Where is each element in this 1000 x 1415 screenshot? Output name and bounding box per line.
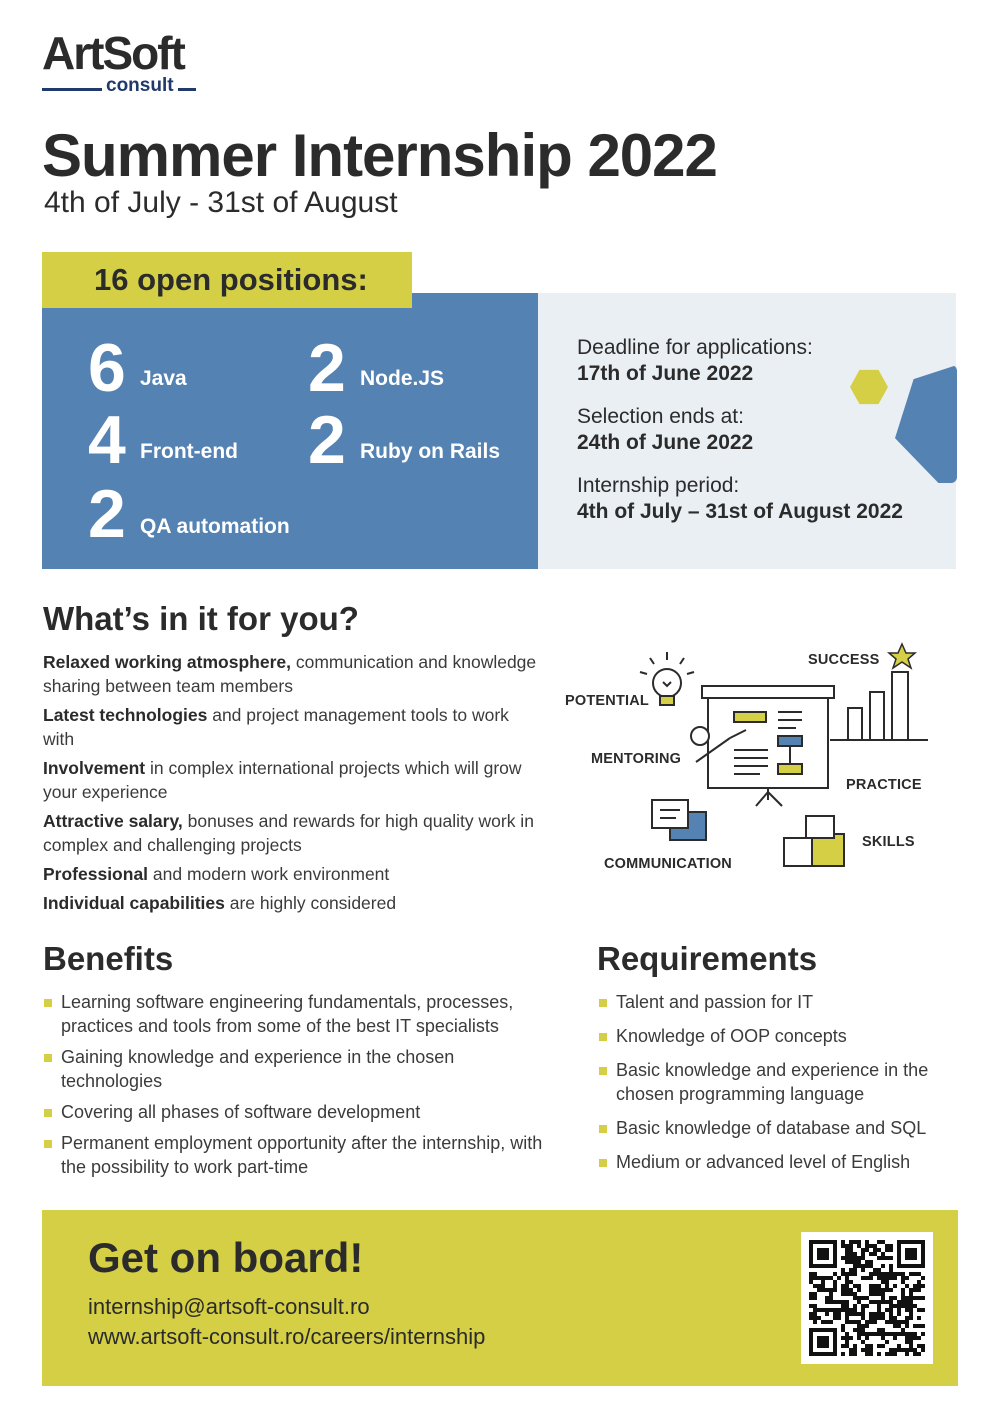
position-tech: Front-end [140,440,238,463]
position-tech: Java [140,367,187,390]
requirement-item: Basic knowledge of database and SQL [598,1116,948,1140]
position-tech: Node.JS [360,367,445,390]
label-success: SUCCESS [808,652,880,668]
period-value: 4th of July – 31st of August 2022 [577,500,903,523]
qr-code-pattern [809,1240,925,1356]
logo-line-right [178,88,196,91]
deadline-label: Deadline for applications: [577,336,813,359]
position-tech: Ruby on Rails [360,440,501,463]
internship-illustration [560,640,940,880]
position-count: 6 [88,330,126,406]
why-item: Involvement in complex international projects which will grow your experience [43,758,522,802]
label-potential: POTENTIAL [565,693,649,709]
benefits-list [43,990,543,1186]
benefit-item: Covering all phases of software development [43,1100,543,1124]
label-practice: PRACTICE [846,777,922,793]
puzzle-icon [784,816,844,866]
selection-label: Selection ends at: [577,405,744,428]
positions-panel-top [412,293,538,309]
bar-chart-icon [830,672,928,740]
requirements-heading: Requirements [597,940,818,977]
requirement-item: Knowledge of OOP concepts [598,1024,948,1048]
deadline-value: 17th of June 2022 [577,362,754,385]
requirement-item: Basic knowledge and experience in the chosen programming language [598,1058,948,1106]
why-item: Individual capabilities are highly considered [43,893,397,913]
label-mentoring: MENTORING [591,751,682,767]
email-link[interactable]: internship@artsoft-consult.ro [88,1294,370,1319]
star-icon [889,644,915,668]
requirement-item: Talent and passion for IT [598,990,948,1014]
label-communication: COMMUNICATION [604,856,732,872]
why-item: Latest technologies and project management tools to work with [43,705,509,749]
selection-value: 24th of June 2022 [577,431,754,454]
logo-subtext: consult [106,75,174,96]
why-item: Attractive salary, bonuses and rewards for high quality work in complex and challenging projects [43,811,534,855]
logo-wordmark: ArtSoft [42,27,184,79]
chat-icon [652,800,706,840]
position-count: 2 [88,476,126,552]
position-count: 4 [88,402,126,478]
benefit-item: Learning software engineering fundamentals, processes, practices and tools from some of the best IT specialists [43,990,543,1038]
benefit-item: Permanent employment opportunity after the internship, with the possibility to work part-time [43,1131,543,1179]
requirements-list [598,990,948,1184]
benefit-item: Gaining knowledge and experience in the chosen technologies [43,1045,543,1093]
period-label: Internship period: [577,474,740,497]
why-item: Professional and modern work environment [43,864,390,884]
position-tech: QA automation [140,515,290,538]
page-title: Summer Internship 2022 [42,122,717,189]
why-item: Relaxed working atmosphere, communication and knowledge sharing between team members [43,652,537,696]
position-count: 2 [308,402,346,478]
website-link[interactable]: www.artsoft-consult.ro/careers/internship [88,1324,486,1349]
position-count: 2 [308,330,346,406]
why-list [43,650,543,920]
label-skills: SKILLS [862,834,915,850]
presentation-board-icon [691,686,834,806]
requirement-item: Medium or advanced level of English [598,1150,948,1174]
positions-heading: 16 open positions: [94,262,368,297]
qr-code[interactable] [801,1232,933,1364]
page-subtitle: 4th of July - 31st of August [44,186,398,219]
why-heading: What’s in it for you? [43,600,359,637]
benefits-heading: Benefits [43,940,174,977]
cta-heading: Get on board! [88,1234,364,1281]
logo-line-left [42,88,102,91]
